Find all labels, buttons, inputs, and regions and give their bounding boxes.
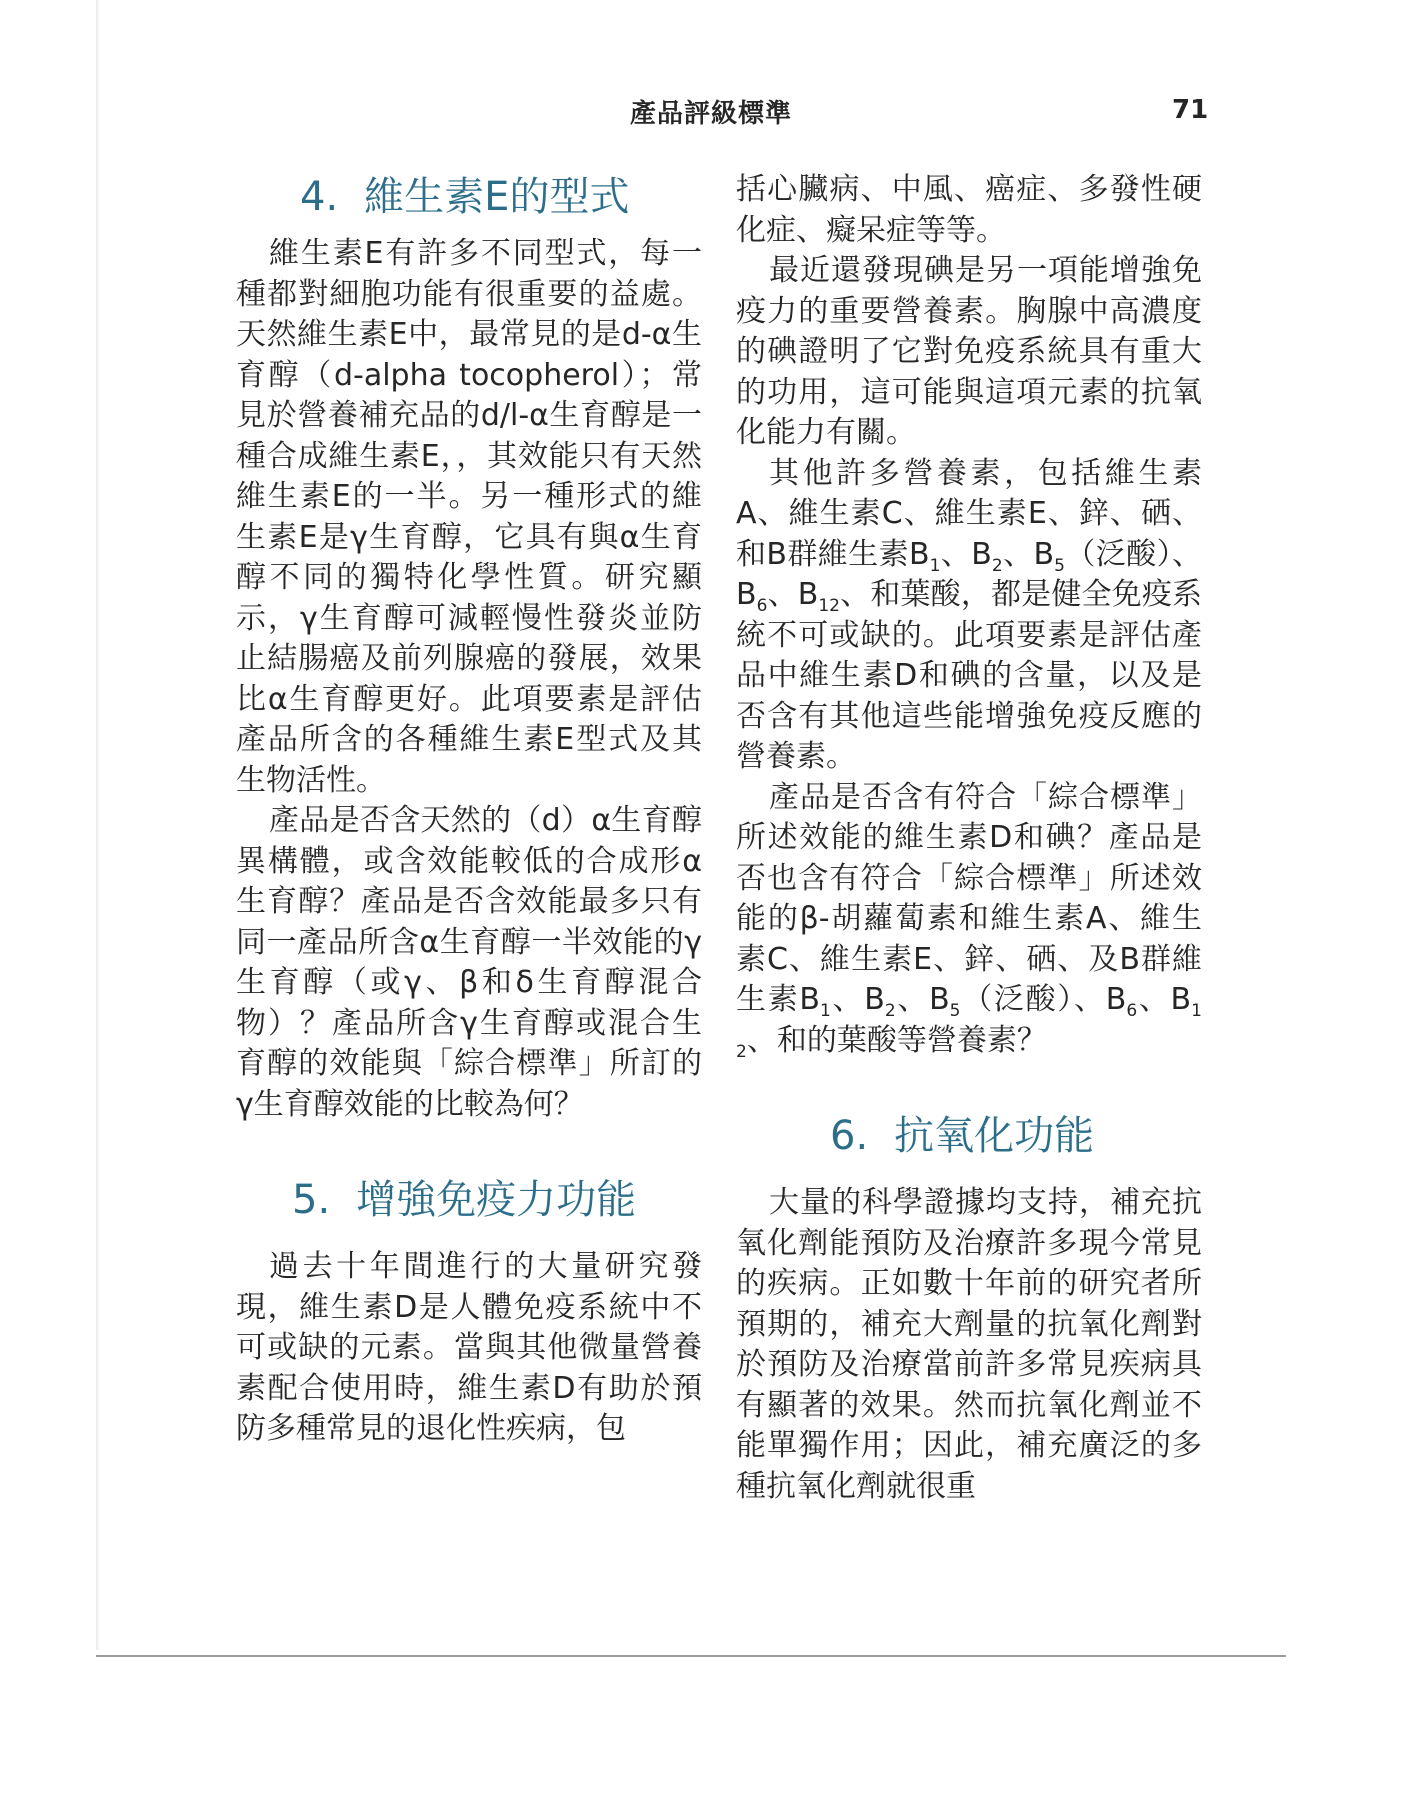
running-header xyxy=(0,93,1403,129)
section-6-paragraph-1: 大量的科學證據均支持，補充抗氧化劑能預防及治療許多現今常見的疾病。正如數十年前的研究者所預期的，補充大劑量的抗氧化劑對於預防及治療當前許多常見疾病具有顯著的效果。然而抗氧化劑並不能單獨作用；因此，補充廣泛的多種抗氧化劑就很重 xyxy=(736,1185,1202,1504)
immune-question-text-6: 、和的葉酸等營養素？ xyxy=(746,1022,1047,1058)
immune-question-text-4: （泛酸）、B xyxy=(960,982,1127,1017)
iodine-paragraph: 最近還發現碘是另一項能增強免疫力的重要營養素。胸腺中高濃度的碘證明了它對免疫系統具有重大的功用，這可能與這項元素的抗氧化能力有關。 xyxy=(736,253,1202,450)
section-4-heading xyxy=(300,170,702,224)
left-column xyxy=(236,170,702,1450)
page-bottom-edge xyxy=(96,1655,1286,1657)
right-column xyxy=(736,170,1202,1507)
other-nutrients-paragraph xyxy=(736,454,1202,778)
section-4-number: 4. xyxy=(300,174,339,220)
subscript-1: 1 xyxy=(820,1001,831,1021)
section-5-heading xyxy=(292,1173,702,1227)
subscript-6: 6 xyxy=(756,596,768,616)
other-nutrients-text-3: 、B xyxy=(1002,536,1055,572)
other-nutrients-text-1: 其他許多營養素，包括維生素A、維生素C、維生素E、鋅、硒、和B群維生素B xyxy=(736,455,1202,572)
subscript-2: 2 xyxy=(884,1001,896,1021)
other-nutrients-text-4: （泛酸）、B xyxy=(736,536,1202,612)
subscript-2: 2 xyxy=(991,555,1003,576)
immune-question-paragraph xyxy=(736,778,1202,1062)
subscript-5: 5 xyxy=(949,1001,961,1021)
section-6-number: 6. xyxy=(830,1113,869,1159)
other-nutrients-text-6: 、和葉酸，都是健全免疫系統不可或缺的。此項要素是評估產品中維生素D和碘的含量，以及是否含有其他這些能增強免疫反應的營養素。 xyxy=(736,577,1202,774)
section-4-paragraph-2: 產品是否含天然的（d）α生育醇異構體，或含效能較低的合成形α生育醇？產品是否含效能最多只有同一產品所含α生育醇一半效能的γ生育醇（或γ、β和δ生育醇混合物）？產品所含γ生育醇或混合生育醇的效能與「綜合標準」所訂的γ生育醇效能的比較為何？ xyxy=(236,803,702,1122)
subscript-12: 12 xyxy=(818,596,840,616)
page-edge-shadow xyxy=(96,0,100,1650)
subscript-5: 5 xyxy=(1054,555,1065,576)
section-5-title: 增強免疫力功能 xyxy=(356,1177,637,1223)
immune-question-text-3: 、B xyxy=(895,982,950,1017)
page-number: 71 xyxy=(1172,95,1209,125)
section-4-title: 維生素E的型式 xyxy=(364,174,630,220)
immune-question-text-1: 產品是否含有符合「綜合標準」所述效能的維生素D和碘？產品是否也含有符合「綜合標準」所述效能的β-胡蘿蔔素和維生素A、維生素C、維生素E、鋅、硒、及B群維生素B xyxy=(736,779,1202,1017)
section-6-title: 抗氧化功能 xyxy=(894,1113,1095,1159)
other-nutrients-text-2: 、B xyxy=(940,536,992,572)
other-nutrients-text-5: 、B xyxy=(767,577,819,612)
subscript-1: 1 xyxy=(929,555,941,576)
section-5-continued-text: 括心臟病、中風、癌症、多發性硬化症、癡呆症等等。 xyxy=(736,172,1202,248)
subscript-12: 12 xyxy=(736,1001,1202,1062)
section-4-paragraph-1: 維生素E有許多不同型式，每一種都對細胞功能有很重要的益處。天然維生素E中，最常見的是d-α生育醇（d-alpha tocopherol）；常見於營養補充品的d/l-α生育醇是一種合成維生素E，，其效能只有天然維生素E的一半。另一種形式的維生素E是γ生育醇，它具有與α生育醇不同的獨特化學性質。研究顯示，γ生育醇可減輕慢性發炎並防止結腸癌及前列腺癌的發展，效果比α生育醇更好。此項要素是評估產品所含的各種維生素E型式及其生物活性。 xyxy=(236,236,702,798)
running-title: 產品評級標準 xyxy=(630,99,793,129)
immune-question-text-5: 、B xyxy=(1137,982,1192,1017)
section-6-heading xyxy=(830,1109,1202,1163)
subscript-6: 6 xyxy=(1126,1001,1138,1021)
section-5-number: 5. xyxy=(292,1177,331,1223)
immune-question-text-2: 、B xyxy=(830,982,885,1017)
section-5-paragraph-1: 過去十年間進行的大量研究發現，維生素D是人體免疫系統中不可或缺的元素。當與其他微量營養素配合使用時，維生素D有助於預防多種常見的退化性疾病，包 xyxy=(236,1249,702,1446)
